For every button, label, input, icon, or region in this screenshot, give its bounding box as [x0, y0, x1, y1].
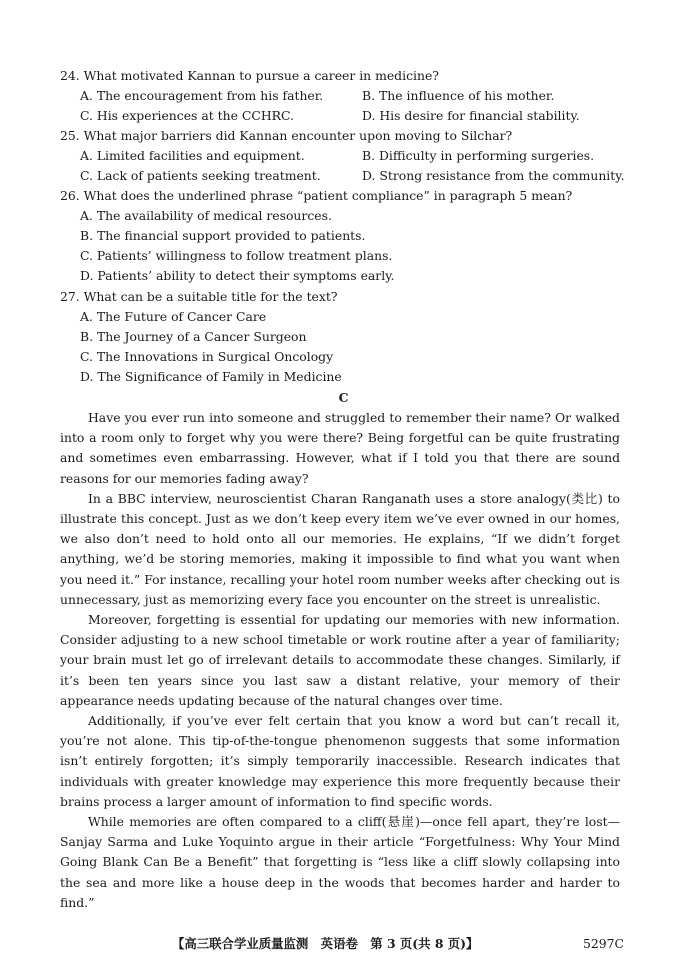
reading-passage [60, 408, 620, 913]
question-26-option-a: A. The availability of medical resources. [80, 208, 332, 223]
passage-paragraph-2: In a BBC interview, neuroscientist Charan Ranganath uses a store analogy(类比) to illustrate this concept. Just as we don’t keep every item we’ve ever owned in our homes, we also don’t need to hold onto all our memories. He explains, “If we didn’t forget anything, we’d be storing memories, making it impossible to find what you want when you need it.” For instance, recalling your hotel room number weeks after checking out is unnecessary, just as memorizing every face you encounter on the street is unrealistic. [60, 490, 620, 607]
passage-paragraph-3: Moreover, forgetting is essential for updating our memories with new information. Consider adjusting to a new school timetable or work routine after a year of familiarity; your brain must let go of irrelevant details to accommodate these changes. Similarly, if it’s been ten years since you last saw a distant relative, your memory of their appearance needs updating because of the natural changes over time. [60, 612, 620, 708]
question-24-option-a: A. The encouragement from his father. [80, 88, 324, 103]
question-24-option-d: D. His desire for financial stability. [362, 108, 580, 123]
question-25-option-d: D. Strong resistance from the community. [362, 168, 625, 183]
question-24-option-b: B. The influence of his mother. [362, 88, 555, 103]
question-25-stem: 25. What major barriers did Kannan encounter upon moving to Silchar? [60, 128, 513, 143]
footer-title: 【高三联合学业质量监测 英语卷 第 3 页(共 8 页)】 [172, 936, 479, 951]
question-26-option-b: B. The financial support provided to patients. [80, 228, 366, 243]
question-26-stem: 26. What does the underlined phrase “patient compliance” in paragraph 5 mean? [60, 188, 573, 203]
question-27-option-b: B. The Journey of a Cancer Surgeon [80, 329, 307, 344]
question-27-option-a: A. The Future of Cancer Care [80, 309, 267, 324]
footer-code: 5297C [583, 936, 625, 951]
passage-paragraph-1: Have you ever run into someone and struggled to remember their name? Or walked into a room only to forget why you were there? Being forgetful can be quite frustrating and sometimes even embarrassing. However, what if I told you that there are sound reasons for our memories fading away? [60, 410, 620, 486]
question-24-stem: 24. What motivated Kannan to pursue a career in medicine? [60, 68, 439, 83]
question-26-option-c: C. Patients’ willingness to follow treatment plans. [80, 248, 393, 263]
passage-paragraph-4: Additionally, if you’ve ever felt certain that you know a word but can’t recall it, you’re not alone. This tip-of-the-tongue phenomenon suggests that some information isn’t entirely forgotten; it’s simply temporarily inaccessible. Research indicates that individuals with greater knowledge may experience this more frequently because their brains process a larger amount of information to find specific words. [60, 713, 620, 809]
passage-paragraph-5: While memories are often compared to a cliff(悬崖)—once fell apart, they’re lost—Sanjay Sarma and Luke Yoquinto argue in their article “Forgetfulness: Why Your Mind Going Blank Can Be a Benefit” that forgetting is “less like a cliff slowly collapsing into the sea and more like a house deep in the woods that becomes harder and harder to find.” [60, 814, 620, 910]
question-27-option-d: D. The Significance of Family in Medicine [80, 369, 342, 384]
question-24-option-c: C. His experiences at the CCHRC. [80, 108, 294, 123]
question-25-option-c: C. Lack of patients seeking treatment. [80, 168, 321, 183]
question-25-option-b: B. Difficulty in performing surgeries. [362, 148, 595, 163]
question-27-stem: 27. What can be a suitable title for the text? [60, 289, 338, 304]
question-26-option-d: D. Patients’ ability to detect their symptoms early. [80, 268, 395, 283]
section-heading: C [338, 390, 349, 405]
question-25-option-a: A. Limited facilities and equipment. [80, 148, 305, 163]
question-27-option-c: C. The Innovations in Surgical Oncology [80, 349, 334, 364]
